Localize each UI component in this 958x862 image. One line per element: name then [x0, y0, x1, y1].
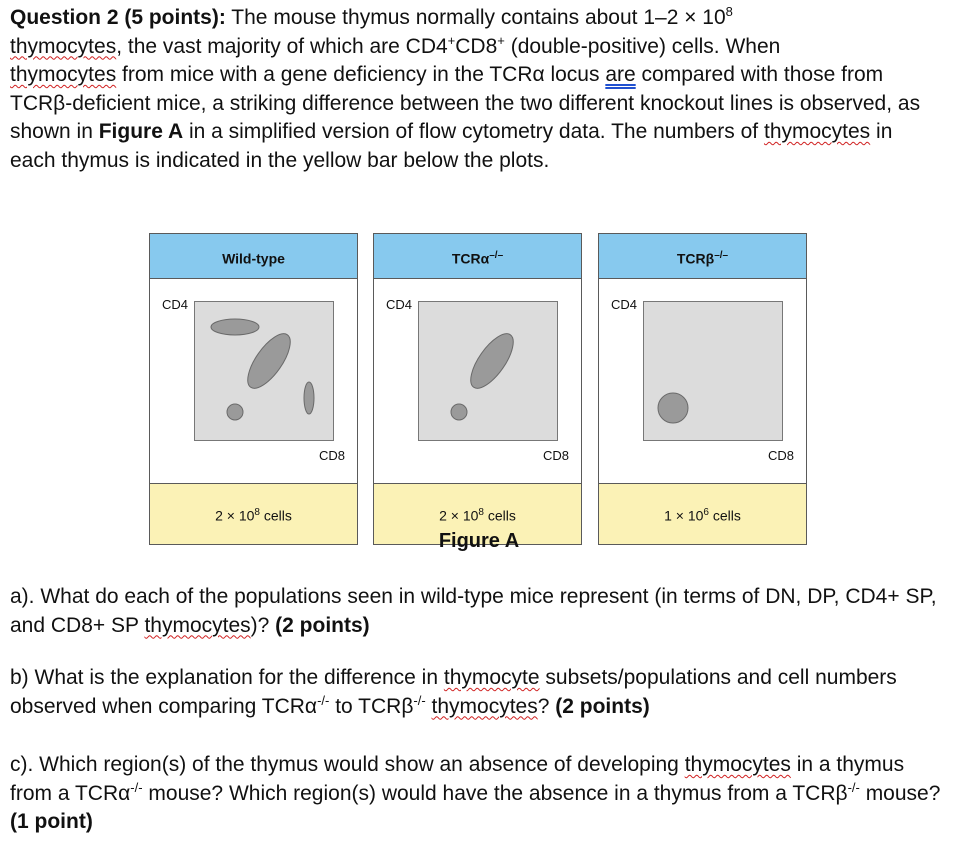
cell-count-exponent: 6	[703, 507, 709, 518]
question-text: b) What is the explanation for the difference in	[10, 666, 444, 689]
question-text: from mice with a gene deficiency in the TCRα locus	[116, 63, 606, 86]
spellcheck-word: thymocytes	[144, 613, 251, 637]
cell-count: 2 × 10	[439, 507, 479, 524]
cell-count: 1 × 10	[664, 507, 704, 524]
y-axis-label: CD4	[611, 297, 638, 312]
panel-tcr-alpha-ko	[373, 233, 582, 545]
panel-header	[599, 234, 806, 279]
question-text: , the vast majority of which are CD4	[116, 34, 448, 58]
question-text: compared with those from TCRβ-deficient mice, a striking difference between the two different knockout lines is observed, as shown in	[10, 63, 921, 143]
flow-plot	[643, 301, 783, 441]
x-axis-label: CD8	[767, 448, 794, 463]
cell-count-exponent: 8	[478, 507, 484, 518]
question-part-c	[10, 751, 945, 837]
cd4-single-positive-population	[211, 319, 259, 335]
panel-tcr-beta-ko	[598, 233, 807, 545]
y-axis-label: CD4	[162, 297, 189, 312]
spellcheck-word: thymocytes	[10, 34, 117, 58]
exponent: 8	[725, 4, 733, 19]
panel-wild-type	[149, 233, 358, 545]
question-text: ?	[537, 694, 556, 718]
superscript: +	[497, 32, 505, 48]
question-text: in a simplified version of flow cytometry data. The numbers of	[183, 120, 764, 143]
spellcheck-word: thymocyte	[443, 666, 540, 689]
figure-reference: Figure A	[98, 120, 184, 143]
superscript: -/-	[317, 692, 330, 708]
spellcheck-word: thymocytes	[431, 694, 538, 718]
question-text: )?	[250, 613, 276, 637]
points-label: (1 point)	[10, 810, 93, 833]
spellcheck-word: thymocytes	[10, 63, 117, 86]
question-heading: Question 2 (5 points):	[10, 6, 226, 29]
question-text: c). Which region(s) of the thymus would show an absence of developing	[10, 753, 685, 776]
cell-count-exponent: 8	[254, 507, 260, 518]
figure-caption: Figure A	[438, 530, 520, 552]
panel-title-superscript: –/–	[489, 250, 504, 261]
question-part-a	[10, 583, 945, 640]
x-axis-label: CD8	[318, 448, 345, 463]
panel-header	[374, 234, 581, 279]
question-paragraph	[10, 4, 940, 175]
question-part-b	[10, 664, 945, 721]
superscript: -/-	[130, 779, 143, 795]
flow-plot	[418, 301, 558, 441]
question-text: mouse?	[859, 781, 941, 805]
cell-count-unit: cells	[483, 507, 516, 524]
spellcheck-word: thymocytes	[763, 120, 871, 143]
question-text: to TCRβ	[329, 694, 414, 718]
question-text: mouse? Which region(s) would have the absence in a thymus from a TCRβ	[142, 781, 848, 805]
points-label: (2 points)	[555, 694, 650, 718]
double-negative-population	[451, 404, 467, 420]
question-text: (double-positive) cells. When	[504, 34, 781, 58]
points-label: (2 points)	[275, 613, 370, 637]
flow-plot	[194, 301, 334, 441]
cell-count-unit: cells	[708, 507, 741, 524]
superscript: -/-	[847, 779, 860, 795]
panel-title: TCRβ	[676, 250, 715, 267]
question-text: subsets/populations and cell numbers observed when comparing TCRα	[10, 666, 897, 718]
double-negative-population	[658, 393, 688, 423]
superscript: -/-	[413, 692, 426, 708]
superscript: +	[447, 32, 456, 48]
cell-count-unit: cells	[259, 507, 292, 524]
panel-title: TCRα	[451, 250, 490, 267]
panel-title: Wild-type	[222, 250, 285, 267]
panel-header	[150, 234, 357, 279]
cell-count: 2 × 10	[215, 507, 255, 524]
question-text: The mouse thymus normally contains about 1–2 × 10	[225, 6, 726, 29]
y-axis-label: CD4	[386, 297, 413, 312]
question-text: in each thymus is indicated in the yellow bar below the plots.	[10, 120, 893, 172]
grammar-check-word: are	[605, 63, 636, 86]
question-text: in a thymus from a TCRα	[10, 753, 905, 805]
spellcheck-word: thymocytes	[684, 753, 791, 776]
question-text: a). What do each of the populations seen in wild-type mice represent (in terms of DN, DP, CD4+ SP, and CD8+ SP	[10, 585, 937, 637]
panel-title-superscript: –/–	[714, 250, 729, 261]
cd8-single-positive-population	[304, 382, 314, 414]
double-negative-population	[227, 404, 243, 420]
question-text: CD8	[455, 34, 498, 58]
x-axis-label: CD8	[542, 448, 569, 463]
